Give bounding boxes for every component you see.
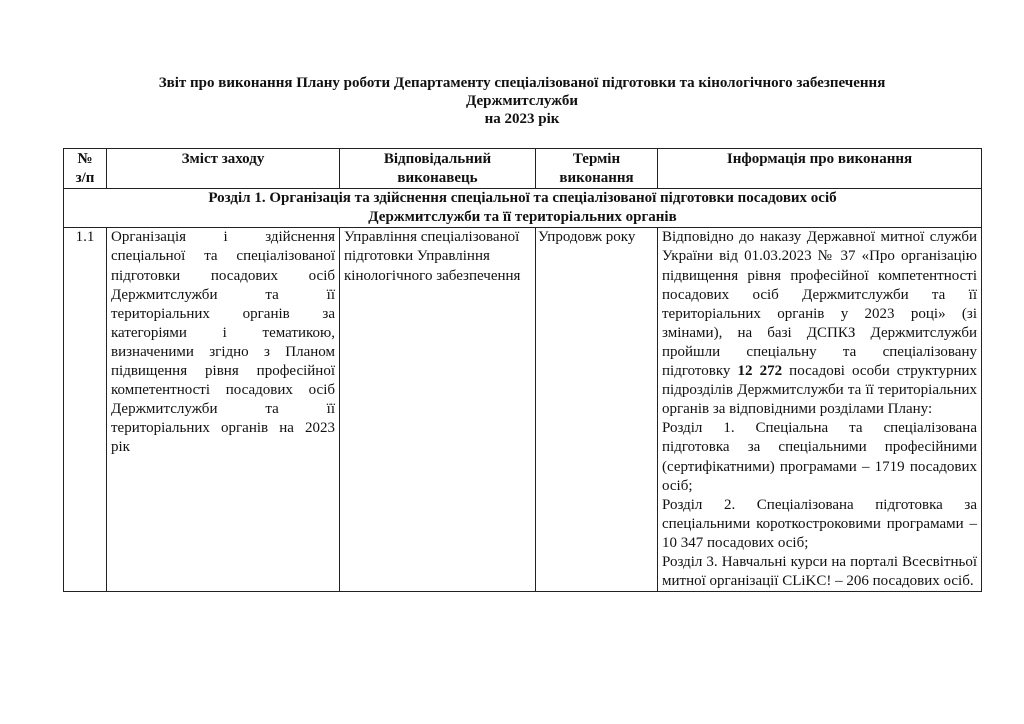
row-responsible: Управління спеціалізованої підготовки Управління кінологічного забезпечення	[340, 228, 536, 592]
header-responsible-line-2: виконавець	[397, 170, 478, 187]
section-title-line-1: Розділ 1. Організація та здійснення спеціальної та спеціалізованої підготовки посадових осіб	[208, 190, 837, 207]
title-line-2: Держмитслужби	[466, 93, 578, 109]
info-item-2: Розділ 2. Спеціалізована підготовка за спеціальними короткостроковими програмами – 10 347 посадових осіб;	[662, 496, 977, 551]
info-item-1: Розділ 1. Спеціальна та спеціалізована підготовка за спеціальними професійними (сертифікатними) програмами – 1719 посадових осіб;	[662, 420, 977, 494]
info-intro-after: посадові особи структурних підрозділів Держмитслужби та її територіальних органів за відповідними розділами Плану:	[662, 363, 977, 418]
info-intro	[662, 228, 977, 419]
header-info: Інформація про виконання	[658, 149, 982, 189]
header-term	[536, 149, 658, 189]
header-number-line-2: з/п	[75, 170, 95, 187]
section-row	[64, 189, 982, 228]
report-table	[63, 148, 982, 592]
section-title-line-2: Держмитслужби та її територіальних органів	[368, 209, 677, 226]
row-content: Організація і здійснення спеціальної та спеціалізованої підготовки посадових осіб Держмитслужби та її територіальних органів за категоріями і тематикою, визначеними згідно з Планом підвищення рівня професійної компетентності посадових осіб Держмитслужби та її територіальних органів на 2023 рік	[107, 228, 340, 592]
title-line-3: на 2023 рік	[484, 111, 560, 127]
table-row	[64, 228, 982, 592]
info-intro-before: Відповідно до наказу Державної митної служби України від 01.03.2023 № 37 «Про організацію підвищення рівня професійної компетентності посадових осіб Держмитслужби та її територіальних органів у 2023 році» (зі змінами), на базі ДСПКЗ Держмитслужби пройшли спеціальну та спеціалізовану підготовку	[662, 229, 977, 380]
header-term-line-2: виконання	[559, 170, 634, 187]
info-item-3: Розділ 3. Навчальні курси на порталі Всесвітньої митної організації CLiKC! – 206 посадових осіб.	[662, 553, 977, 590]
header-term-line-1: Термін	[572, 151, 621, 167]
header-number	[64, 149, 107, 189]
row-info	[658, 228, 982, 592]
header-responsible	[340, 149, 536, 189]
title-line-1: Звіт про виконання Плану роботи Департаменту спеціалізованої підготовки та кінологічного забезпечення	[158, 75, 886, 91]
row-term: Упродовж року	[536, 228, 658, 592]
section-title	[64, 189, 982, 228]
info-intro-count: 12 272	[737, 363, 783, 380]
header-content: Зміст заходу	[107, 149, 340, 189]
row-number: 1.1	[64, 228, 107, 592]
header-number-line-1: №	[77, 151, 93, 167]
table-header-row	[64, 149, 982, 189]
header-responsible-line-1: Відповідальний	[383, 151, 492, 167]
document-title	[62, 74, 982, 128]
